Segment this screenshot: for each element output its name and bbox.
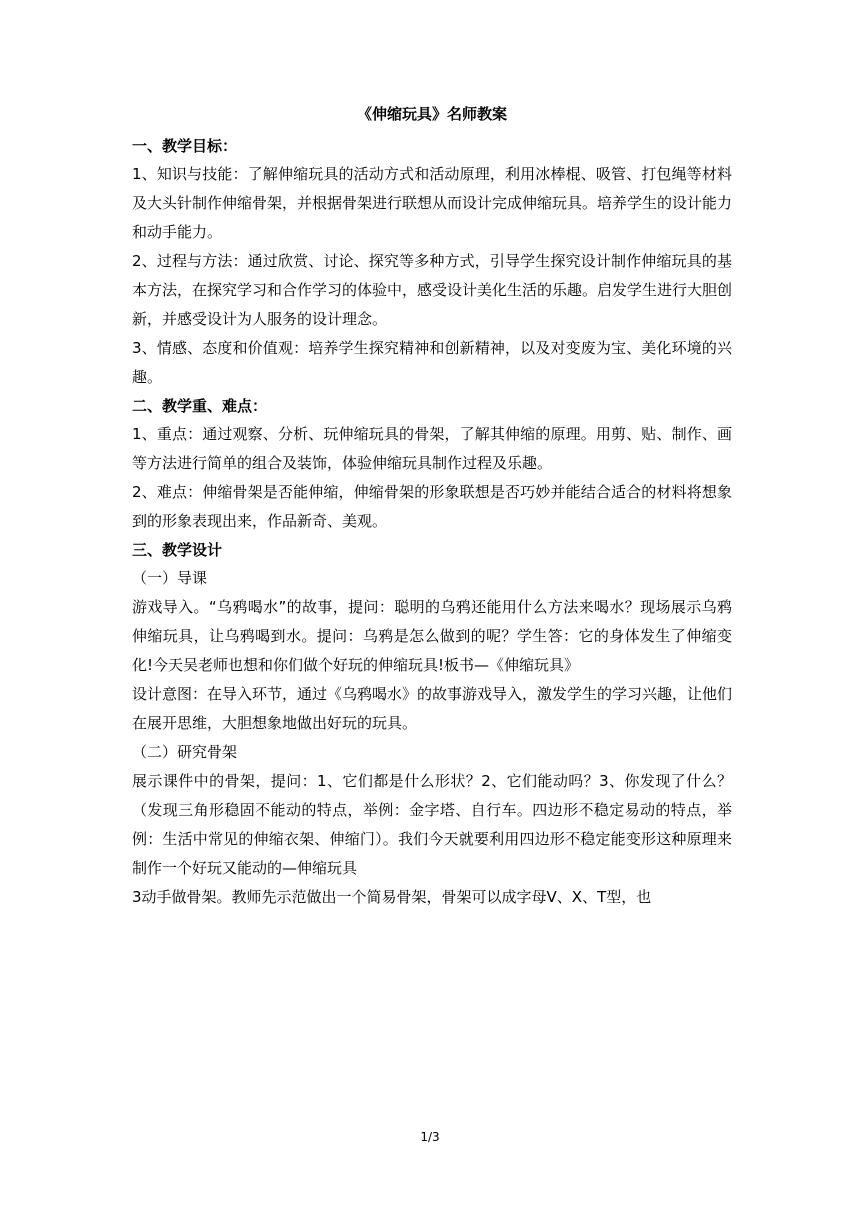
document-title: 《伸缩玩具》名师教案 bbox=[356, 105, 507, 123]
section-heading-design: 三、教学设计 bbox=[132, 541, 223, 559]
subsection-label-intro: （一）导课 bbox=[132, 569, 208, 587]
paragraph-game-intro: 游戏导入。“乌鸦喝水”的故事，提问：聪明的乌鸦还能用什么方法来喝水？现场展示乌鸦伸缩玩具，让乌鸦喝到水。提问：乌鸦是怎么做到的呢？学生答：它的身体发生了伸缩变化!今天吴老师也想和你们做个好玩的伸缩玩具!板书—《伸缩玩具》 bbox=[132, 598, 732, 674]
paragraph-process-method: 2、过程与方法：通过欣赏、讨论、探究等多种方式，引导学生探究设计制作伸缩玩具的基本方法，在探究学习和合作学习的体验中，感受设计美化生活的乐趣。启发学生进行大胆创新，并感受设计为人服务的设计理念。 bbox=[132, 252, 733, 328]
paragraph-design-intent: 设计意图：在导入环节，通过《乌鸦喝水》的故事游戏导入，激发学生的学习兴趣，让他们在展开思维，大胆想象地做出好玩的玩具。 bbox=[132, 685, 733, 732]
section-heading-objectives: 一、教学目标： bbox=[132, 137, 238, 155]
document-body bbox=[132, 104, 732, 912]
paragraph-knowledge-skills: 1、知识与技能：了解伸缩玩具的活动方式和活动原理，利用冰棒棍、吸管、打包绳等材料及大头针制作伸缩骨架，并根据骨架进行联想从而设计完成伸缩玩具。培养学生的设计能力和动手能力。 bbox=[132, 165, 733, 241]
paragraph-make-skeleton: 3动手做骨架。教师先示范做出一个简易骨架，骨架可以成字母V、X、T型，也 bbox=[132, 888, 652, 906]
paragraph-attitude-values: 3、情感、态度和价值观：培养学生探究精神和创新精神，以及对变废为宝、美化环境的兴趣。 bbox=[132, 339, 732, 386]
paragraph-skeleton-study: 展示课件中的骨架，提问：1、它们都是什么形状？2、它们能动吗？3、你发现了什么？（发现三角形稳固不能动的特点，举例：金字塔、自行车。四边形不稳定易动的特点，举例：生活中常见的伸缩衣架、伸缩门）。我们今天就要利用四边形不稳定能变形这种原理来制作一个好玩又能动的—伸缩玩具 bbox=[132, 772, 732, 877]
subsection-label-skeleton: （二）研究骨架 bbox=[132, 743, 238, 761]
paragraph-key-point: 1、重点：通过观察、分析、玩伸缩玩具的骨架，了解其伸缩的原理。用剪、贴、制作、画等方法进行简单的组合及装饰，体验伸缩玩具制作过程及乐趣。 bbox=[132, 425, 732, 472]
paragraph-difficulty: 2、难点：伸缩骨架是否能伸缩，伸缩骨架的形象联想是否巧妙并能结合适合的材料将想象到的形象表现出来，作品新奇、美观。 bbox=[132, 483, 732, 530]
section-heading-key-points: 二、教学重、难点： bbox=[132, 397, 268, 415]
page-number: 1/3 bbox=[420, 1130, 440, 1144]
